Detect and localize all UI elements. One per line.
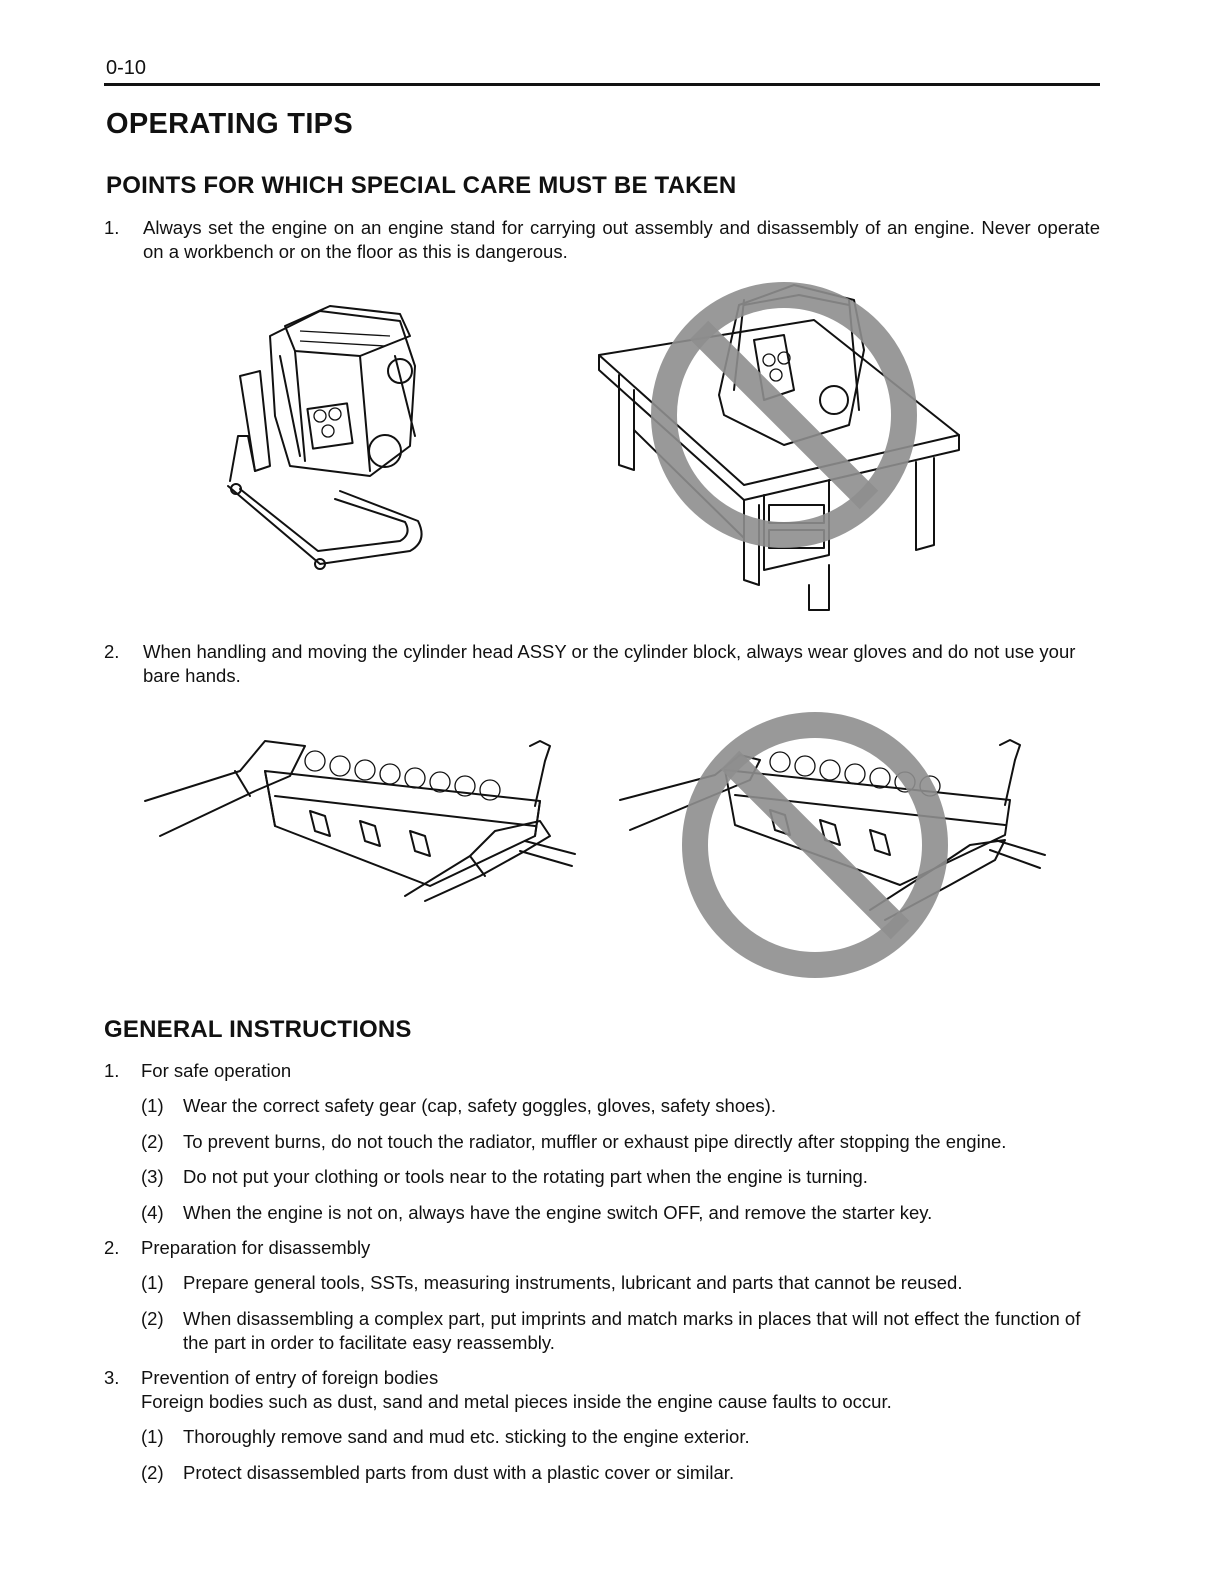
section-heading-special-care: POINTS FOR WHICH SPECIAL CARE MUST BE TAKEN [106, 172, 737, 199]
page-title: OPERATING TIPS [106, 108, 353, 140]
cylinder-head-bare-hands-illustration [620, 700, 1050, 980]
engine-on-stand-illustration [200, 296, 450, 571]
special-care-item-2-text: When handling and moving the cylinder head ASSY or the cylinder block, always wear gloves and do not use your bare hands. [143, 641, 1076, 686]
general-section-1-number: 1. [104, 1060, 120, 1081]
general-3-item-1-text: Thoroughly remove sand and mud etc. sticking to the engine exterior. [183, 1426, 750, 1447]
engine-on-workbench-illustration [594, 280, 964, 620]
cylinder-head [265, 741, 575, 886]
prohibition-sign [664, 295, 904, 535]
general-section-2-title: Preparation for disassembly [141, 1237, 371, 1258]
general-1-item-3-text: Do not put your clothing or tools near to the rotating part when the engine is turning. [183, 1166, 868, 1187]
cylinder-head-with-gloves-illustration [140, 726, 580, 901]
special-care-item-2-number: 2. [104, 641, 120, 662]
general-2-item-1-number: (1) [141, 1272, 164, 1293]
general-1-item-4-text: When the engine is not on, always have the engine switch OFF, and remove the starter key. [183, 1202, 933, 1223]
page-number: 0-10 [106, 57, 147, 79]
general-2-item-2-text: When disassembling a complex part, put imprints and match marks in places that will not effect the function of the part in order to facilitate easy reassembly. [183, 1308, 1081, 1353]
section-heading-general: GENERAL INSTRUCTIONS [104, 1016, 412, 1043]
general-section-3-note: Foreign bodies such as dust, sand and metal pieces inside the engine cause faults to occur. [141, 1391, 892, 1412]
general-2-item-2-number: (2) [141, 1308, 164, 1329]
general-section-3-number: 3. [104, 1367, 120, 1388]
general-1-item-2-text: To prevent burns, do not touch the radiator, muffler or exhaust pipe directly after stopping the engine. [183, 1131, 1007, 1152]
general-1-item-1-text: Wear the correct safety gear (cap, safety goggles, gloves, safety shoes). [183, 1095, 776, 1116]
general-1-item-2-number: (2) [141, 1131, 164, 1152]
general-1-item-3-number: (3) [141, 1166, 164, 1187]
general-3-item-1-number: (1) [141, 1426, 164, 1447]
header-rule [104, 83, 1100, 86]
special-care-item-1-number: 1. [104, 217, 120, 238]
general-1-item-4-number: (4) [141, 1202, 164, 1223]
special-care-item-1-text: Always set the engine on an engine stand for carrying out assembly and disassembly of an engine. Never operate on a workbench or on the floor as this is dangerous. [143, 217, 1100, 262]
general-section-1-title: For safe operation [141, 1060, 292, 1081]
general-2-item-1-text: Prepare general tools, SSTs, measuring instruments, lubricant and parts that cannot be reused. [183, 1272, 963, 1293]
general-section-3-title: Prevention of entry of foreign bodies [141, 1367, 439, 1388]
general-1-item-1-number: (1) [141, 1095, 164, 1116]
engine-block [270, 306, 415, 476]
general-3-item-2-text: Protect disassembled parts from dust with a plastic cover or similar. [183, 1462, 735, 1483]
general-section-2-number: 2. [104, 1237, 120, 1258]
prohibition-sign-2 [695, 725, 935, 965]
general-3-item-2-number: (2) [141, 1462, 164, 1483]
